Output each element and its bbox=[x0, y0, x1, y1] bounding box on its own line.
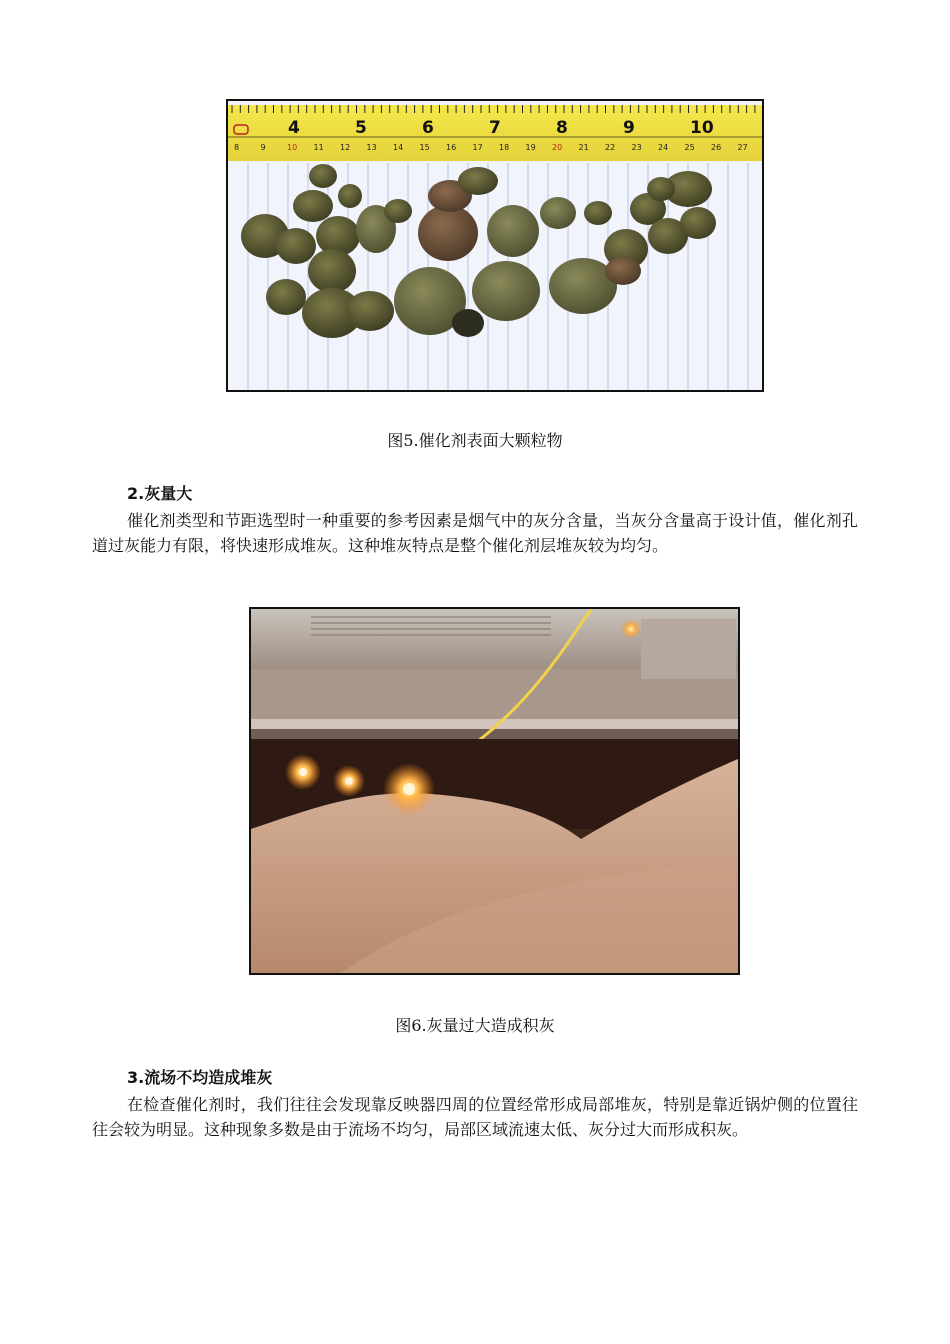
figure-catalyst-particles-photo bbox=[226, 99, 764, 392]
ruler-cm-label: 22 bbox=[605, 143, 616, 152]
figure-6-caption: 图6.灰量过大造成积灰 bbox=[395, 1016, 555, 1035]
ruler-inch-label: 7 bbox=[489, 118, 501, 138]
ruler-cm-label: 9 bbox=[260, 143, 266, 152]
ruler-inch-label: 5 bbox=[355, 118, 367, 138]
ruler-cm-label: 27 bbox=[737, 143, 748, 152]
ruler-cm-label: 11 bbox=[313, 143, 324, 152]
figure-ash-accumulation-photo bbox=[249, 607, 740, 975]
section-heading-ash-volume: 2.灰量大 bbox=[127, 484, 193, 503]
ruler-cm-label: 25 bbox=[684, 143, 695, 152]
ruler-inch-label: 6 bbox=[422, 118, 434, 138]
section-body-uneven-flow: 在检查催化剂时，我们往往会发现靠反映器四周的位置经常形成局部堆灰，特别是靠近锅炉侧的位置往往会较为明显。这种现象多数是由于流场不均匀，局部区域流速太低、灰分过大而形成积灰。 bbox=[92, 1095, 858, 1139]
catalyst-particles-image bbox=[228, 101, 762, 390]
ruler-inch-label: 9 bbox=[623, 118, 635, 138]
figure-5-caption: 图5.催化剂表面大颗粒物 bbox=[387, 431, 563, 450]
ruler-cm-label: 10 bbox=[287, 143, 298, 152]
ruler-cm-label: 19 bbox=[525, 143, 536, 152]
ruler-cm-label: 16 bbox=[446, 143, 457, 152]
ruler-cm-label: 26 bbox=[711, 143, 722, 152]
ruler-cm-label: 12 bbox=[340, 143, 351, 152]
ruler-cm-label: 18 bbox=[499, 143, 510, 152]
ruler-cm-label: 21 bbox=[578, 143, 589, 152]
ruler-cm-label: 8 bbox=[234, 143, 240, 152]
ruler-cm-label: 15 bbox=[419, 143, 430, 152]
ruler-cm-label: 13 bbox=[366, 143, 377, 152]
ruler-cm-label: 14 bbox=[393, 143, 404, 152]
ruler-inch-label: 10 bbox=[690, 118, 714, 138]
ruler-cm-label: 24 bbox=[658, 143, 669, 152]
ruler-inch-label: 8 bbox=[556, 118, 568, 138]
ash-accumulation-image bbox=[251, 609, 738, 973]
ruler-cm-label: 17 bbox=[472, 143, 483, 152]
ruler-cm-label: 20 bbox=[552, 143, 563, 152]
section-body-ash-volume: 催化剂类型和节距选型时一种重要的参考因素是烟气中的灰分含量，当灰分含量高于设计值，催化剂孔道过灰能力有限，将快速形成堆灰。这种堆灰特点是整个催化剂层堆灰较为均匀。 bbox=[92, 511, 858, 555]
ruler-inch-label: 4 bbox=[288, 118, 300, 138]
ruler-cm-label: 23 bbox=[631, 143, 642, 152]
section-heading-uneven-flow: 3.流场不均造成堆灰 bbox=[127, 1068, 273, 1087]
